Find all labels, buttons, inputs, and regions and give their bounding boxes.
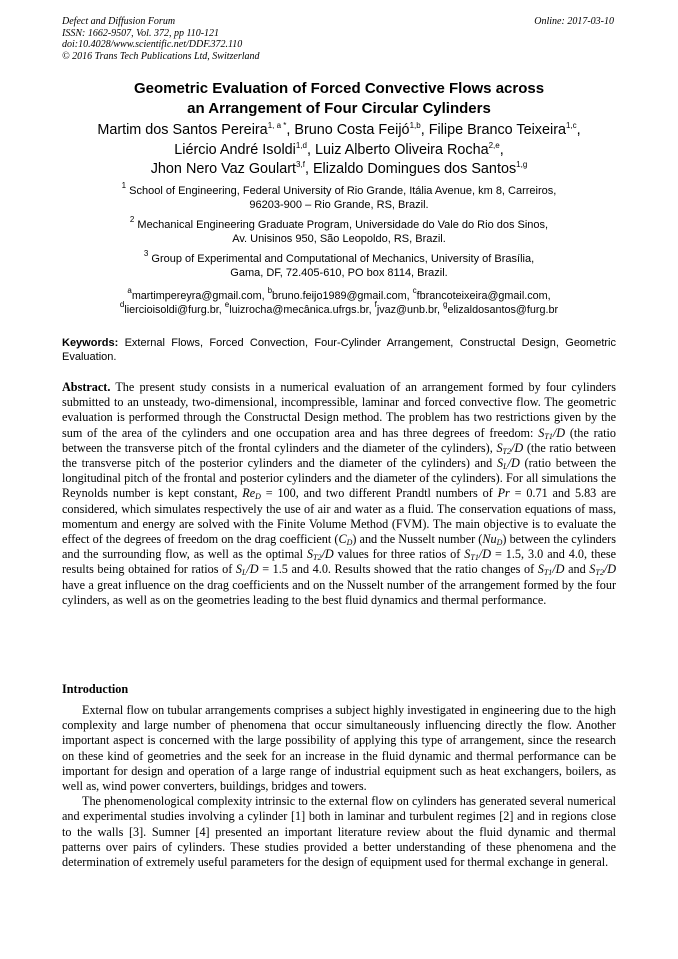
affiliation-1: $^1$ School of Engineering, Federal University of Rio Grande, Itália Avenue, km 8, Carreiros, 96203-900 – Rio Grande, RS, Brazil. xyxy=(121,181,557,211)
email-list xyxy=(62,286,616,317)
abstract: Abstract. The present study consists in a numerical evaluation of an arrangement formed by four cylinders submitted to an unsteady, two-dimensional, incompressible, laminar and forced convective flow. The geometric evaluation is performed through the Constructal Design method. The problem has two restrictions given by the sum of the area of the cylinders and one occupation area and has three degrees of freedom: $S_{T1}/D$ (the ratio between the transverse pitch of the frontal cylinders and the diameter of the cylinders), $S_{T2}/D$ (the ratio between the transverse pitch of the posterior cylinders and the diameter of the cylinders) and $S_L/D$ (ratio between the longitudinal pitch of the frontal and posterior cylinders and the diameter of the cylinders). For all simulations the Reynolds number is kept constant, $Re_D = 100$, and two different Prandtl numbers of Pr = 0.71 and 5.83 are considered, which simulates respectively the use of air and water as a fluid. The conservation equations of mass, momentum and energy are solved with the Finite Volume Method (FVM). The main objective is to evaluate the effect of the degrees of freedom on the drag coefficient $(C_D)$ and the Nusselt number $(Nu_D)$ between the cylinders and the surrounding flow, as well as the optimal $S_{T2}/D$ values for three ratios of $S_{T1}/D = 1.5$, 3.0 and 4.0, these results being obtained for ratios of $S_L/D = 1.5$ and 4.0. Results showed that the ratio changes of $S_{T1}/D$ and $S_{T2}/D$ have a great influence on the drag coefficients and on the Nusselt number of the arrangement formed by the four cylinders, as well as on the geometries leading to the best fluid dynamics and thermal performance. xyxy=(62,380,617,607)
author: Jhon Nero Vaz Goulart$^{3,f}$, xyxy=(150,160,313,177)
journal-copyright: © 2016 Trans Tech Publications Ltd, Switzerland xyxy=(62,50,260,62)
affiliation-3: $^3$ Group of Experimental and Computational of Mechanics, University of Brasília, Gama, DF, 72.405-610, PO box 8114, Brazil. xyxy=(143,249,535,279)
email: $^b$bruno.feijo1989@gmail.com, xyxy=(267,286,413,302)
author: Luiz Alberto Oliveira Rocha$^{2,e}$, xyxy=(315,140,504,158)
paragraph: External flow on tubular arrangements comprises a subject highly investigated in engineering due to the high complexity and large number of phenomena that occur simultaneously influencing directly the flow. Another important aspect is concerned with the large possibility of applying this type of arrangement, since the research on these kind of geometries and the seek for an increase in the fluid dynamic and thermal performance can be important for design and operation of a large range of industrial equipment such as heat exchangers, boilers, as well as, wind power converters, buildings, bridges and towers. xyxy=(62,703,616,794)
paragraph: The phenomenological complexity intrinsic to the external flow on cylinders has generated several numerical and experimental studies involving a cylinder [1] both in laminar and turbulent regimes [2] and in regions close to the walls [3]. Sumner [4] presented an important literature review about the fluid dynamic and thermal patterns over pairs of cylinders. These studies provided a better understanding of these phenomena and the determination of extremely useful parameters for the design of equipment used for thermal exchange in general. xyxy=(62,794,616,870)
email: $^d$liercioisoldi@furg.br, xyxy=(119,300,225,316)
journal-name: Defect and Diffusion Forum xyxy=(62,16,176,27)
author: Martim dos Santos Pereira$^{1, a *}$, xyxy=(97,121,295,138)
section-heading-introduction: Introduction xyxy=(62,682,129,696)
author: Liércio André Isoldi$^{1,d}$, xyxy=(174,140,315,158)
keywords-text: External Flows, Forced Convection, Four-Cylinder Arrangement, Constructal Design, Geometric Evaluation. xyxy=(62,337,616,363)
journal-issn: ISSN: 1662-9507, Vol. 372, pp 110-121 xyxy=(62,27,220,39)
introduction-body xyxy=(62,703,616,870)
paper-title xyxy=(62,79,616,119)
affiliation-2: $^2$ Mechanical Engineering Graduate Program, Universidade do Vale do Rio dos Sinos, Av. Unisinos 950, São Leopoldo, RS, Brazil. xyxy=(129,215,549,245)
title-line-1: Geometric Evaluation of Forced Convective Flows across xyxy=(133,80,545,97)
email: $^c$fbrancoteixeira@gmail.com, xyxy=(412,286,551,302)
title-line-2: an Arrangement of Four Circular Cylinders xyxy=(187,100,491,117)
email: $^f$jvaz@unb.br, xyxy=(374,300,444,316)
author: Elizaldo Domingues dos Santos$^{1,g}$ xyxy=(312,160,528,177)
keywords xyxy=(62,336,616,364)
abstract-label: Abstract. xyxy=(62,380,111,394)
keywords-label: Keywords: xyxy=(62,337,119,349)
online-date: Online: 2017-03-10 xyxy=(534,16,614,27)
email: $^g$elizaldosantos@furg.br xyxy=(443,300,559,316)
author: Bruno Costa Feijó$^{1,b}$, xyxy=(294,121,429,138)
author: Filipe Branco Teixeira$^{1,c}$, xyxy=(428,121,581,138)
journal-doi: doi:10.4028/www.scientific.net/DDF.372.110 xyxy=(62,39,243,50)
journal-header xyxy=(62,16,260,62)
email: $^e$luizrocha@mecânica.ufrgs.br, xyxy=(224,300,375,316)
affiliations xyxy=(62,181,616,286)
email: $^a$martimpereyra@gmail.com, xyxy=(127,286,268,302)
author-list xyxy=(50,121,628,180)
